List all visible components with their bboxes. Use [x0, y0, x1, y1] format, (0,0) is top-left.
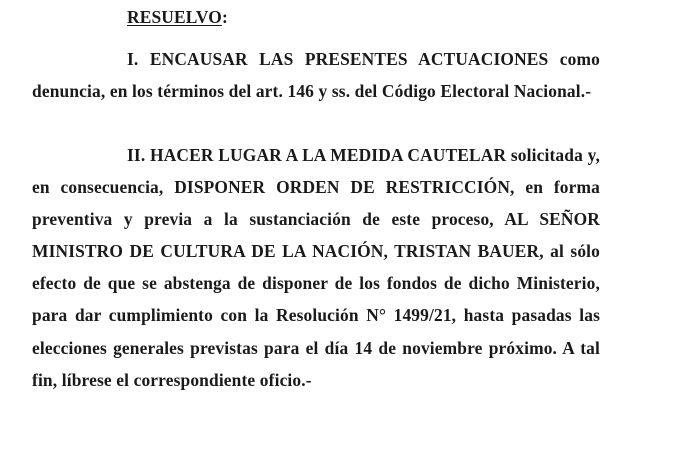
resolution-heading: [127, 7, 228, 28]
paragraph-1: I. ENCAUSAR LAS PRESENTES ACTUACIONES como denuncia, en los términos del art. 146 y ss. del Código Electoral Nacional.-: [32, 49, 600, 102]
heading-colon: :: [221, 7, 228, 27]
heading-title: RESUELVO: [127, 7, 222, 27]
paragraph-2: II. HACER LUGAR A LA MEDIDA CAUTELAR solicitada y, en consecuencia, DISPONER ORDEN DE RESTRICCIÓN, en forma preventiva y previa a la sustanciación de este proceso, AL SEÑOR MINISTRO DE CULTURA DE LA NACIÓN, TRISTAN BAUER, al sólo efecto de que se abstenga de disponer de los fondos de dicho Ministerio, para dar cumplimiento con la Resolución N° 1499/21, hasta pasadas las elecciones generales previstas para el día 14 de noviembre próximo. A tal fin, líbrese el correspondiente oficio.-: [32, 145, 600, 390]
